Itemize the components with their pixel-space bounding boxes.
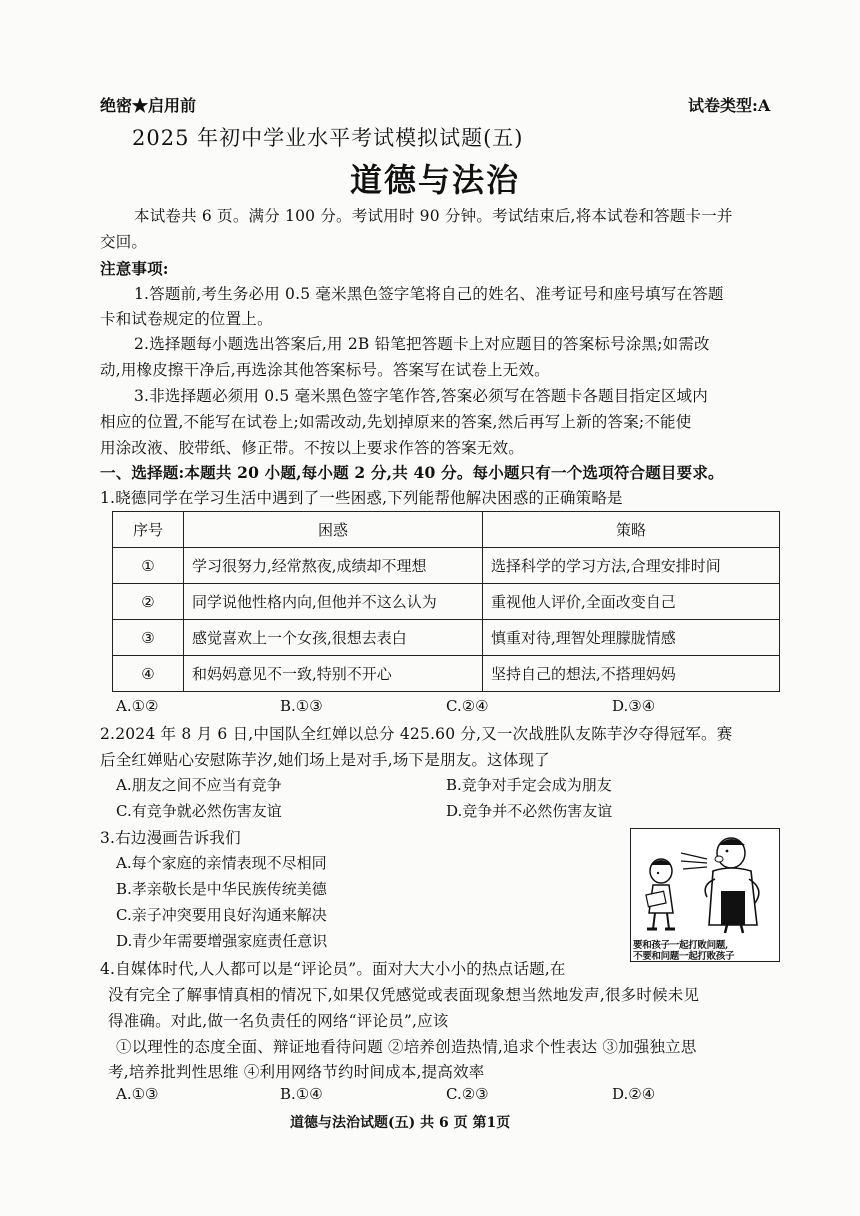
option-d[interactable]: D.竞争并不必然伤害友谊 — [446, 802, 613, 820]
table-header-cell: 困惑 — [184, 512, 483, 548]
table-cell: 学习很努力,经常熬夜,成绩却不理想 — [184, 548, 483, 584]
question-4-items: 考,培养批判性思维 ④利用网络节约时间成本,提高效率 — [108, 1063, 485, 1081]
table-row — [113, 548, 780, 584]
table-cell: ② — [113, 584, 184, 620]
question-3-stem: 3.右边漫画告诉我们 — [100, 829, 241, 847]
table-header-row — [113, 512, 780, 548]
table-cell: 和妈妈意见不一致,特别不开心 — [184, 656, 483, 692]
option-d[interactable]: D.青少年需要增强家庭责任意识 — [116, 932, 328, 950]
table-cell: 选择科学的学习方法,合理安排时间 — [483, 548, 780, 584]
option-c[interactable]: C.亲子冲突要用良好沟通来解决 — [116, 906, 327, 924]
notice-line: 3.非选择题必须用 0.5 毫米黑色签字笔作答,答案必须写在答题卡各题目指定区域内 — [134, 387, 708, 405]
question-4-stem: 没有完全了解事情真相的情况下,如果仅凭感觉或表面现象想当然地发声,很多时候未见 — [108, 986, 700, 1004]
page-title: 道德与法治 — [350, 161, 521, 199]
notice-line: 2.选择题每小题选出答案后,用 2B 铅笔把答题卡上对应题目的答案标号涂黑;如需改 — [134, 335, 710, 353]
table-cell: ③ — [113, 620, 184, 656]
option-b[interactable]: B.①④ — [280, 1085, 323, 1103]
question-2-stem: 后全红婵贴心安慰陈芋汐,她们场上是对手,场下是朋友。这体现了 — [100, 751, 550, 769]
notice-line: 相应的位置,不能写在试卷上;如需改动,先划掉原来的答案,然后再写上新的答案;不能使 — [100, 413, 692, 431]
page-footer: 道德与法治试题(五) 共 6 页 第1页 — [290, 1115, 511, 1131]
notice-heading: 注意事项: — [100, 259, 169, 278]
table-cell: 重视他人评价,全面改变自己 — [483, 584, 780, 620]
cartoon-caption: 要和孩子一起打败问题, — [633, 940, 729, 951]
option-c[interactable]: C.②④ — [446, 697, 489, 715]
cartoon-drawing — [631, 829, 779, 937]
question-1-table — [112, 511, 780, 692]
table-header-cell: 策略 — [483, 512, 780, 548]
option-a[interactable]: A.朋友之间不应当有竞争 — [116, 776, 282, 794]
option-c[interactable]: C.②③ — [446, 1085, 489, 1103]
question-4-stem: 得准确。对此,做一名负责任的网络“评论员”,应该 — [108, 1012, 449, 1030]
exam-subtitle: 2025 年初中学业水平考试模拟试题(五) — [132, 126, 524, 150]
table-cell: 慎重对待,理智处理朦胧情感 — [483, 620, 780, 656]
intro-line: 交回。 — [100, 233, 148, 251]
secret-label: 绝密★启用前 — [100, 96, 197, 115]
intro-line: 本试卷共 6 页。满分 100 分。考试用时 90 分钟。考试结束后,将本试卷和答题卡一并 — [134, 207, 733, 225]
option-d[interactable]: D.②④ — [612, 1085, 656, 1103]
notice-line: 动,用橡皮擦干净后,再选涂其他答案标号。答案写在试卷上无效。 — [100, 361, 550, 379]
table-cell: ① — [113, 548, 184, 584]
cartoon-image — [630, 828, 780, 962]
table-cell: ④ — [113, 656, 184, 692]
notice-line: 卡和试卷规定的位置上。 — [100, 310, 273, 328]
option-a[interactable]: A.①③ — [116, 1085, 159, 1103]
table-header-cell: 序号 — [113, 512, 184, 548]
question-2-stem: 2.2024 年 8 月 6 日,中国队全红婵以总分 425.60 分,又一次战胜队友陈芋汐夺得冠军。赛 — [100, 725, 733, 743]
table-cell: 感觉喜欢上一个女孩,很想去表白 — [184, 620, 483, 656]
question-4-stem: 4.自媒体时代,人人都可以是“评论员”。面对大大小小的热点话题,在 — [100, 960, 566, 978]
cartoon-caption: 不要和问题一起打败孩子 — [633, 951, 735, 962]
notice-line: 1.答题前,考生务必用 0.5 毫米黑色签字笔将自己的姓名、准考证号和座号填写在答题 — [134, 285, 724, 303]
table-cell: 同学说他性格内向,但他并不这么认为 — [184, 584, 483, 620]
option-c[interactable]: C.有竞争就必然伤害友谊 — [116, 802, 282, 820]
option-d[interactable]: D.③④ — [612, 697, 656, 715]
option-a[interactable]: A.①② — [116, 697, 159, 715]
table-row — [113, 584, 780, 620]
table-row — [113, 656, 780, 692]
option-b[interactable]: B.孝亲敬长是中华民族传统美德 — [116, 880, 327, 898]
question-4-items: ①以理性的态度全面、辩证地看待问题 ②培养创造热情,追求个性表达 ③加强独立思 — [116, 1038, 697, 1056]
table-row — [113, 620, 780, 656]
option-b[interactable]: B.①③ — [280, 697, 323, 715]
table-cell: 坚持自己的想法,不搭理妈妈 — [483, 656, 780, 692]
question-1-stem: 1.晓德同学在学习生活中遇到了一些困惑,下列能帮他解决困惑的正确策略是 — [100, 489, 623, 507]
option-a[interactable]: A.每个家庭的亲情表现不尽相同 — [116, 854, 327, 872]
option-b[interactable]: B.竞争对手定会成为朋友 — [446, 776, 612, 794]
notice-line: 用涂改液、胶带纸、修正带。不按以上要求作答的答案无效。 — [100, 439, 524, 457]
section-heading: 一、选择题:本题共 20 小题,每小题 2 分,共 40 分。每小题只有一个选项符合题目要求。 — [100, 463, 724, 482]
paper-type-label: 试卷类型:A — [688, 96, 771, 115]
